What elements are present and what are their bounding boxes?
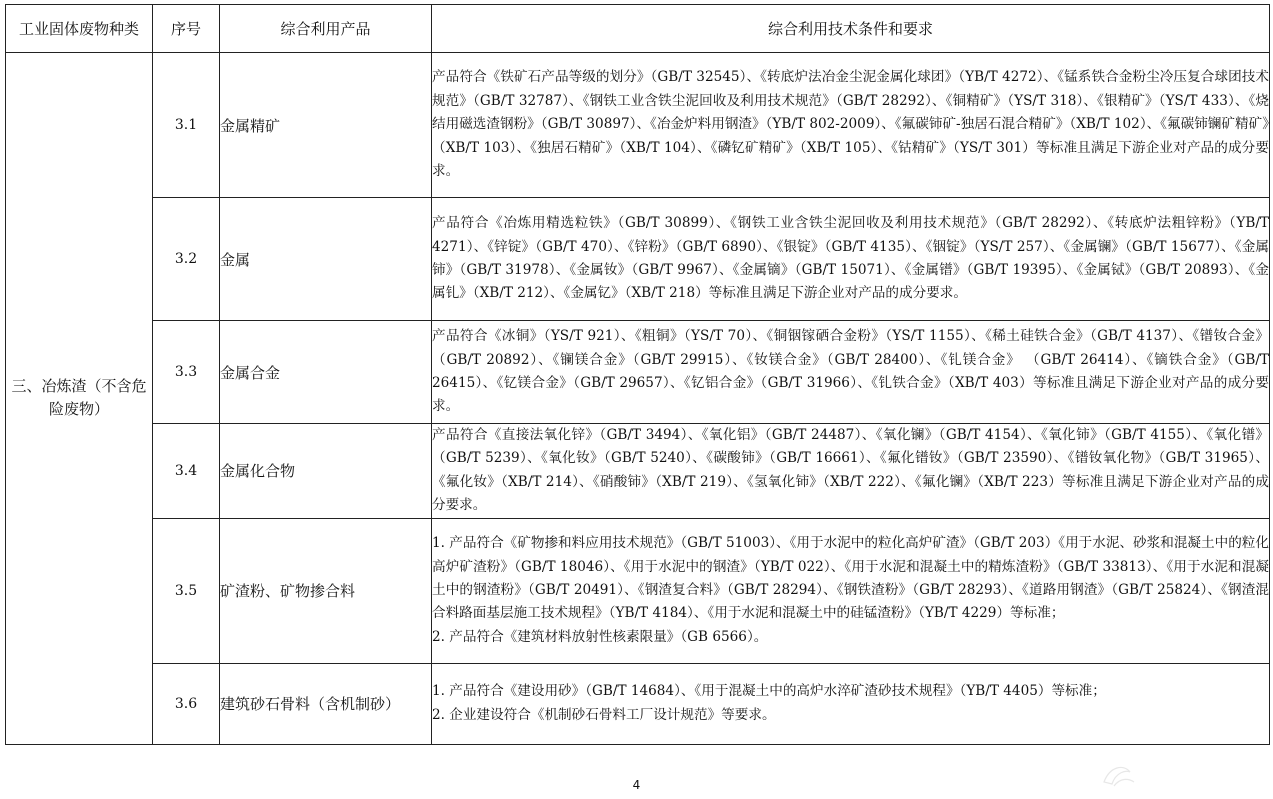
requirement-text: 产品符合《冰铜》（YS/T 921）、《粗铜》（YS/T 70）、《铜铟镓硒合金粉》（YS/T 1155）、《稀土硅铁合金》（GB/T 4137）、《镨钕合金》（GB/T 20892）、《镧镁合金》（GB/T 29915）、《钕镁合金》（GB/T 28400）、《钆镁合金》 （GB/T 26414）、《镝铁合金》（GB/T 26415）、《钇镁合金》（GB/T 29657）、《钇铝合金》（GB/T 31966）、《钆铁合金》（XB/T 403）等标准且满足下游企业对产品的成分要求。	[432, 328, 1269, 415]
row-product: 建筑砂石骨料（含机制砂）	[220, 663, 432, 744]
header-row	[6, 5, 1270, 53]
header-waste-type: 工业固体废物种类	[6, 5, 153, 53]
header-serial-number: 序号	[153, 5, 220, 53]
row-product: 矿渣粉、矿物掺合料	[220, 518, 432, 663]
row-number: 3.5	[153, 518, 220, 663]
table-row	[6, 321, 1270, 424]
requirement-text: 产品符合《冶炼用精选粒铁》（GB/T 30899）、《钢铁工业含铁尘泥回收及利用技术规范》（GB/T 28292）、《转底炉法粗锌粉》（YB/T 4271）、《锌锭》（GB/T 470）、《锌粉》（GB/T 6890）、《银锭》（GB/T 4135）、《铟锭》（YS/T 257）、《金属镧》（GB/T 15677）、《金属铈》（GB/T 31978）、《金属钕》（GB/T 9967）、《金属镝》（GB/T 15071）、《金属镨》（GB/T 19395）、《金属铽》（GB/T 20893）、《金属钆》（XB/T 212）、《金属钇》（XB/T 218）等标准且满足下游企业对产品的成分要求。	[432, 215, 1269, 302]
row-requirements	[432, 663, 1270, 744]
row-number: 3.2	[153, 198, 220, 321]
row-requirements	[432, 198, 1270, 321]
row-requirements	[432, 424, 1270, 519]
standards-table	[5, 4, 1270, 745]
requirement-text: 产品符合《直接法氧化锌》（GB/T 3494）、《氧化铝》（GB/T 24487）、《氧化镧》（GB/T 4154）、《氧化铈》（GB/T 4155）、《氧化镨》（GB/T 5239）、《氧化钕》（GB/T 5240）、《碳酸铈》（GB/T 16661）、《氟化镨钕》（GB/T 23590）、《镨钕氧化物》（GB/T 31965）、《氟化钕》（XB/T 214）、《硝酸铈》（XB/T 219）、《氢氧化铈》（XB/T 222）、《氟化镧》（XB/T 223）等标准且满足下游企业对产品的成分要求。	[432, 427, 1269, 514]
table-row	[6, 53, 1270, 198]
requirement-text: 2. 产品符合《建筑材料放射性核素限量》（GB 6566）。	[432, 628, 768, 645]
header-product: 综合利用产品	[220, 5, 432, 53]
row-requirements	[432, 53, 1270, 198]
row-requirements	[432, 518, 1270, 663]
row-number: 3.3	[153, 321, 220, 424]
row-number: 3.4	[153, 424, 220, 519]
requirement-text: 2. 企业建设符合《机制砂石骨料工厂设计规范》等要求。	[432, 706, 776, 723]
page-number: 4	[632, 778, 641, 792]
requirement-text: 产品符合《铁矿石产品等级的划分》（GB/T 32545）、《转底炉法冶金尘泥金属化球团》（YB/T 4272）、《锰系铁合金粉尘冷压复合球团技术规范》（GB/T 32787）、《钢铁工业含铁尘泥回收及利用技术规范》（GB/T 28292）、《铜精矿》（YS/T 318）、《银精矿》（YS/T 433）、《烧结用磁选渣钢粉》（GB/T 30897）、《冶金炉料用钢渣》（YB/T 802-2009）、《氟碳铈矿-独居石混合精矿》（XB/T 102）、《氟碳铈镧矿精矿》（XB/T 103）、《独居石精矿》（XB/T 104）、《磷钇矿精矿》（XB/T 105）、《钴精矿》（YS/T 301）等标准且满足下游企业对产品的成分要求。	[432, 69, 1269, 180]
row-product: 金属化合物	[220, 424, 432, 519]
table-row	[6, 518, 1270, 663]
header-requirements: 综合利用技术条件和要求	[432, 5, 1270, 53]
table-row	[6, 424, 1270, 519]
row-product: 金属合金	[220, 321, 432, 424]
waste-category: 三、冶炼渣（不含危险废物）	[6, 53, 153, 745]
row-requirements	[432, 321, 1270, 424]
requirement-text: 1. 产品符合《建设用砂》（GB/T 14684）、《用于混凝土中的高炉水淬矿渣砂技术规程》（YB/T 4405）等标准；	[432, 683, 1106, 700]
requirement-text: 1. 产品符合《矿物掺和料应用技术规范》（GB/T 51003）、《用于水泥中的粒化高炉矿渣》（GB/T 203）《用于水泥、砂浆和混凝土中的粒化高炉矿渣粉》（GB/T 18046）、《用于水泥中的钢渣》（YB/T 022）、《用于水泥和混凝土中的精炼渣粉》（GB/T 33813）、《用于水泥和混凝土中的钢渣粉》（GB/T 20491）、《钢渣复合料》（GB/T 28294）、《钢铁渣粉》（GB/T 28293）、《道路用钢渣》（GB/T 25824）、《钢渣混合料路面基层施工技术规程》（YB/T 4184）、《用于水泥和混凝土中的硅锰渣粉》（YB/T 4229）等标准；	[432, 535, 1269, 622]
watermark-logo-icon	[1098, 760, 1138, 790]
table-row	[6, 663, 1270, 744]
row-product: 金属	[220, 198, 432, 321]
row-product: 金属精矿	[220, 53, 432, 198]
row-number: 3.1	[153, 53, 220, 198]
row-number: 3.6	[153, 663, 220, 744]
table-row	[6, 198, 1270, 321]
